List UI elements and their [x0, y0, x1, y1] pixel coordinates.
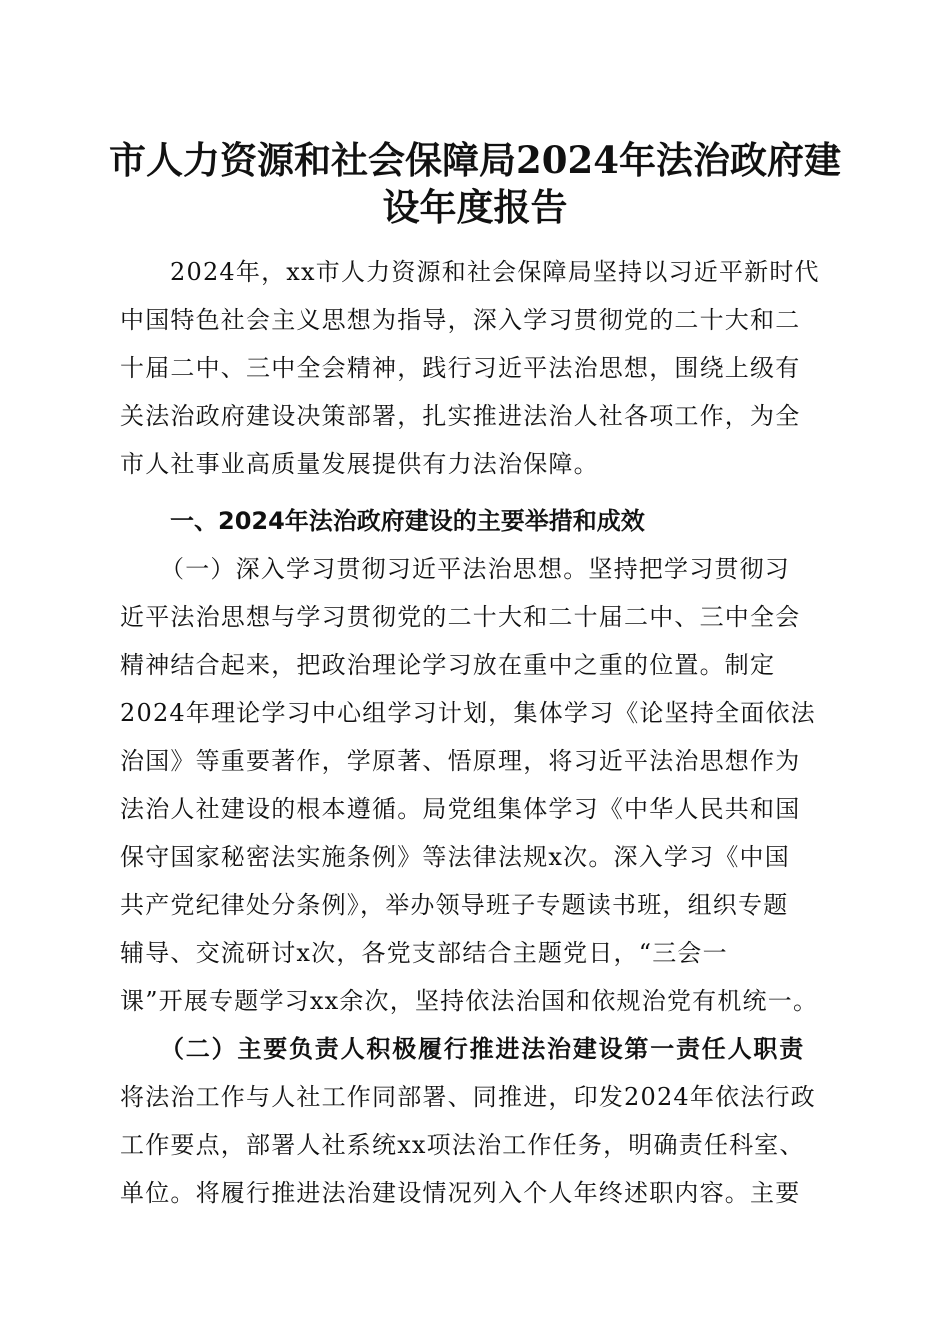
paragraph-line: 共产党纪律处分条例》，举办领导班子专题读书班，组织专题: [120, 891, 789, 919]
document-title-line-1: 市人力资源和社会保障局2024年法治政府建: [109, 138, 841, 182]
paragraph-line: 工作要点，部署人社系统xx项法治工作任务，明确责任科室、: [120, 1131, 805, 1159]
paragraph-line: 将法治工作与人社工作同部署、同推进，印发2024年依法行政: [120, 1083, 816, 1111]
paragraph-line: （一）深入学习贯彻习近平法治思想。坚持把学习贯彻习: [160, 555, 790, 583]
paragraph-line: 治国》等重要著作，学原著、悟原理，将习近平法治思想作为: [120, 747, 801, 775]
paragraph-line: 近平法治思想与学习贯彻党的二十大和二十届二中、三中全会: [120, 603, 801, 631]
paragraph-line: 市人社事业高质量发展提供有力法治保障。: [120, 450, 599, 478]
paragraph-line: 2024年理论学习中心组学习计划，集体学习《论坚持全面依法: [120, 699, 816, 727]
document-title-line-2: 设年度报告: [382, 185, 568, 229]
paragraph-line: 法治人社建设的根本遵循。局党组集体学习《中华人民共和国: [120, 795, 801, 823]
paragraph-line: 课”开展专题学习xx余次，坚持依法治国和依规治党有机统一。: [120, 987, 819, 1015]
paragraph-line: 关法治政府建设决策部署，扎实推进法治人社各项工作，为全: [120, 402, 801, 430]
subsection-heading: （二）主要负责人积极履行推进法治建设第一责任人职责: [160, 1035, 805, 1063]
paragraph-line: 保守国家秘密法实施条例》等法律法规x次。深入学习《中国: [120, 843, 790, 871]
paragraph-line: 单位。将履行推进法治建设情况列入个人年终述职内容。主要: [120, 1179, 801, 1207]
paragraph-line: 精神结合起来，把政治理论学习放在重中之重的位置。制定: [120, 651, 776, 679]
paragraph-line: 2024年，xx市人力资源和社会保障局坚持以习近平新时代: [170, 258, 820, 286]
paragraph-line: 中国特色社会主义思想为指导，深入学习贯彻党的二十大和二: [120, 306, 801, 334]
paragraph-line: 辅导、交流研讨x次，各党支部结合主题党日，“三会一: [120, 939, 728, 967]
section-heading: 一、2024年法治政府建设的主要举措和成效: [170, 507, 645, 535]
paragraph-line: 十届二中、三中全会精神，践行习近平法治思想，围绕上级有: [120, 354, 801, 382]
